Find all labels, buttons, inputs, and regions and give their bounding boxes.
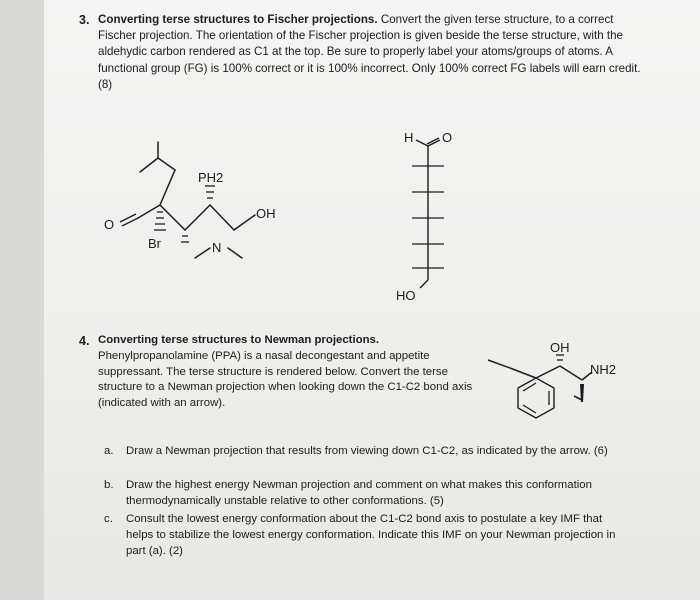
hashed-wedge-ph2 xyxy=(205,186,215,198)
question-3-text xyxy=(98,12,654,93)
ppa-structure xyxy=(478,336,638,436)
hashed-wedge-n xyxy=(181,236,189,242)
terse-structure-q3 xyxy=(100,130,340,270)
subpart-a-text: Draw a Newman projection that results from viewing down C1-C2, as indicated by the arrow. (6) xyxy=(126,445,608,457)
fischer-top-h: H xyxy=(404,130,414,145)
label-hydroxyl: OH xyxy=(256,206,276,221)
fischer-bottom-ho: HO xyxy=(396,288,416,303)
question-3-heading: Converting terse structures to Fischer projections. xyxy=(98,13,378,26)
subpart-b-letter: b. xyxy=(104,479,114,491)
fischer-backbone xyxy=(416,138,440,288)
fischer-projection-template xyxy=(390,128,480,303)
question-4-heading: Converting terse structures to Newman projections. xyxy=(98,334,380,346)
label-nitrogen: N xyxy=(212,240,222,255)
ppa-label-oh: OH xyxy=(550,340,570,355)
question-4-body: Phenylpropanolamine (PPA) is a nasal decongestant and appetite suppressant. The terse structure is rendered below. Convert the terse structure to a Newman projection when looking down the C1-C2 bond axis (indicated with an arrow). xyxy=(98,349,473,410)
benzene-inner-bonds xyxy=(523,383,549,413)
question-3-body: Convert the given terse structure, to a correct Fischer projection. The orientation of the Fischer projection is given beside the terse structure, with the aldehydic carbon rendered as C1 at the top. Be sure to properly label your atoms/groups of atoms. A functional group (FG) is 100% correct or it is 100% incorrect. Only 100% correct FG labels will earn credit. (8) xyxy=(98,13,641,91)
label-carbonyl-o: O xyxy=(104,217,115,232)
ppa-chain xyxy=(488,360,592,380)
fischer-top-o: O xyxy=(442,130,453,145)
question-3-number: 3. xyxy=(79,13,90,27)
subpart-c-letter: c. xyxy=(104,513,113,525)
question-4-text xyxy=(98,333,480,412)
carbonyl-double-bond xyxy=(120,214,138,226)
ppa-label-nh2: NH2 xyxy=(590,362,617,377)
subpart-b xyxy=(104,478,644,512)
label-phosphine: PH2 xyxy=(198,170,224,185)
question-4-number: 4. xyxy=(79,334,90,348)
subpart-b-text: Draw the highest energy Newman projection and comment on what makes this conformation thermodynamically unstable relative to other conformations. (5) xyxy=(126,479,592,507)
label-bromine: Br xyxy=(148,236,161,251)
subpart-c xyxy=(104,512,644,562)
hashed-wedge-br xyxy=(154,212,166,230)
subpart-c-text: Consult the lowest energy conformation about the C1-C2 bond axis to postulate a key IMF that helps to stabilize the lowest energy conformation. Indicate this IMF on your Newman projection in part (a). (2) xyxy=(126,513,616,557)
subpart-a-letter: a. xyxy=(104,445,114,457)
subpart-a xyxy=(104,444,644,478)
hashed-wedge-oh xyxy=(556,355,564,360)
